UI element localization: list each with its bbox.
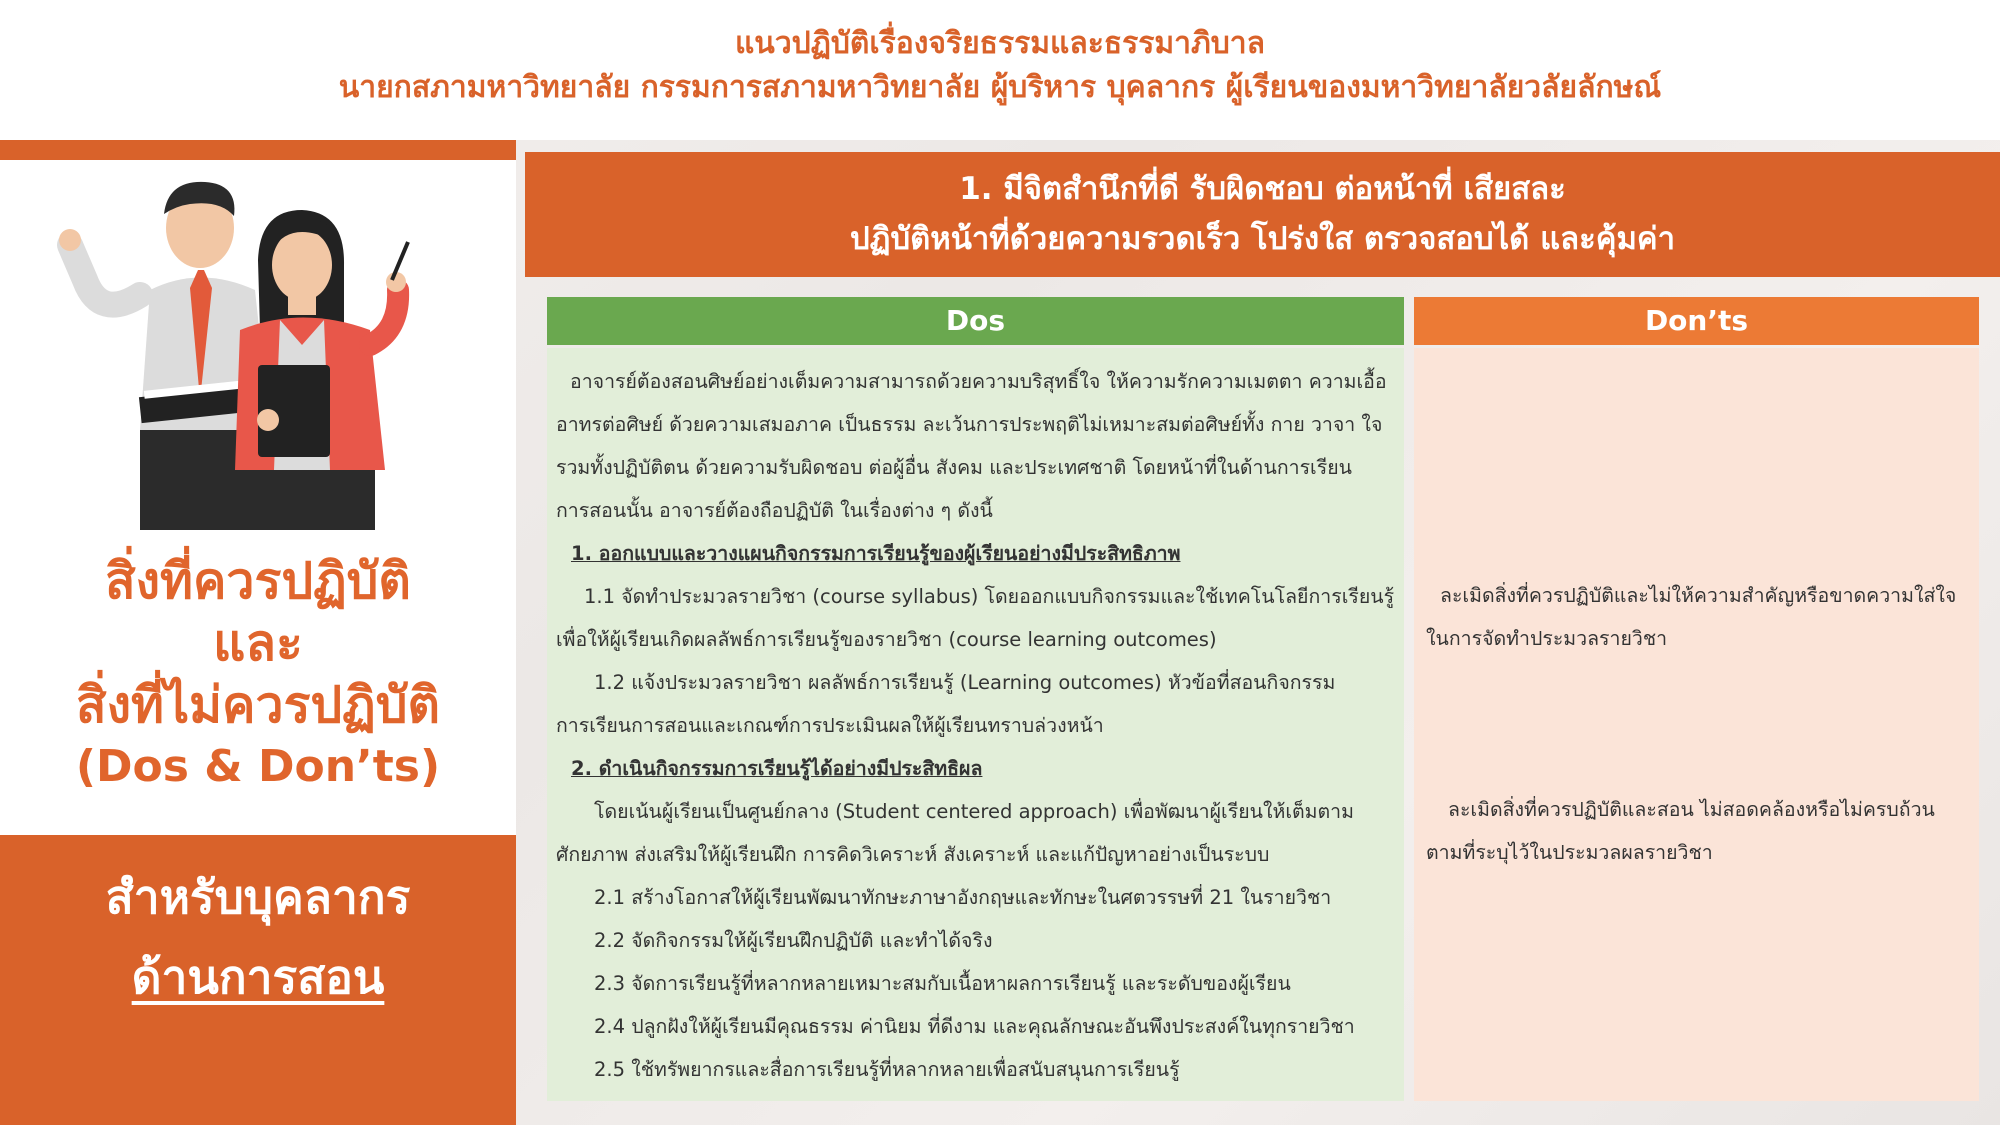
audience-line2: ด้านการสอน xyxy=(131,950,385,1004)
section-header xyxy=(525,152,2000,277)
dos-item-line: 2.5 ใช้ทรัพยากรและสื่อการเรียนรู้ที่หลากหลายเพื่อสนับสนุนการเรียนรู้ xyxy=(594,1058,1180,1081)
donts-item-2 xyxy=(1426,788,1935,874)
page-title-line1: แนวปฏิบัติเรื่องจริยธรรมและธรรมาภิบาล xyxy=(734,26,1266,61)
dos-intro-line: รวมทั้งปฏิบัติตน ด้วยความรับผิดชอบ ต่อผู้อื่น สังคม และประเทศชาติ โดยหน้าที่ในด้านการเรียน xyxy=(556,456,1352,479)
dos-item-line: ศักยภาพ ส่งเสริมให้ผู้เรียนฝึก การคิดวิเคราะห์ สังเคราะห์ และแก้ปัญหาอย่างเป็นระบบ xyxy=(556,843,1270,866)
left-panel-stripe xyxy=(0,140,516,160)
male-teacher-figure xyxy=(59,182,270,530)
dos-item-line: 2.1 สร้างโอกาสให้ผู้เรียนพัฒนาทักษะภาษาอังกฤษและทักษะในศตวรรษที่ 21 ในรายวิชา xyxy=(594,886,1332,909)
donts-content xyxy=(1414,348,1979,1101)
section-header-line1: 1. มีจิตสำนึกที่ดี รับผิดชอบ ต่อหน้าที่ เสียสละ xyxy=(959,171,1566,207)
dos-donts-heading xyxy=(0,550,516,798)
donts-item-2-line1: ละเมิดสิ่งที่ควรปฏิบัติและสอน ไม่สอดคล้องหรือไม่ครบถ้วน xyxy=(1448,798,1935,821)
donts-item-1 xyxy=(1426,574,1956,660)
donts-item-2-line2: ตามที่ระบุไว้ในประมวลผลรายวิชา xyxy=(1426,841,1713,864)
dos-item-line: 2.2 จัดกิจกรรมให้ผู้เรียนฝึกปฏิบัติ และทำได้จริง xyxy=(594,929,993,952)
dos-intro-line: อาจารย์ต้องสอนศิษย์อย่างเต็มความสามารถด้วยความบริสุทธิ์ใจ ให้ความรักความเมตตา ความเอื้อ xyxy=(570,370,1387,393)
left-panel xyxy=(0,140,516,1125)
teachers-illustration xyxy=(40,170,480,530)
heading-line3: สิ่งที่ไม่ควรปฏิบัติ xyxy=(76,676,440,734)
heading-line1: สิ่งที่ควรปฏิบัติ xyxy=(105,552,411,610)
dos-intro-line: อาทรต่อศิษย์ ด้วยความเสมอภาค เป็นธรรม ละเว้นการประพฤติไม่เหมาะสมต่อศิษย์ทั้ง กาย วาจา ใจ xyxy=(556,413,1383,436)
donts-item-1-line1: ละเมิดสิ่งที่ควรปฏิบัติและไม่ให้ความสำคัญหรือขาดความใส่ใจ xyxy=(1440,584,1957,607)
audience-line1: สำหรับบุคลากร xyxy=(105,870,411,924)
dos-section-heading-2: 2. ดำเนินกิจกรรมการเรียนรู้ได้อย่างมีประสิทธิผล xyxy=(571,757,983,780)
dos-section-heading-1: 1. ออกแบบและวางแผนกิจกรรมการเรียนรู้ของผู้เรียนอย่างมีประสิทธิภาพ xyxy=(571,542,1181,565)
dos-item-line: 1.2 แจ้งประมวลรายวิชา ผลลัพธ์การเรียนรู้ (Learning outcomes) หัวข้อที่สอนกิจกรรม xyxy=(594,671,1336,694)
page-title xyxy=(0,22,2000,110)
heading-line2: และ xyxy=(213,614,303,672)
dos-item-line: การเรียนการสอนและเกณฑ์การประเมินผลให้ผู้เรียนทราบล่วงหน้า xyxy=(556,714,1104,737)
dos-item-line: เพื่อให้ผู้เรียนเกิดผลลัพธ์การเรียนรู้ของรายวิชา (course learning outcomes) xyxy=(556,628,1217,651)
female-teacher-figure xyxy=(235,210,408,530)
donts-item-1-line2: ในการจัดทำประมวลรายวิชา xyxy=(1426,627,1668,650)
dos-item-line: 1.1 จัดทำประมวลรายวิชา (course syllabus) โดยออกแบบกิจกรรมและใช้เทคโนโลยีการเรียนรู้ xyxy=(584,585,1394,608)
dos-item-line: 2.4 ปลูกฝังให้ผู้เรียนมีคุณธรรม ค่านิยม ที่ดีงาม และคุณลักษณะอันพึงประสงค์ในทุกรายวิชา xyxy=(594,1015,1355,1038)
dos-column-header: Dos xyxy=(547,297,1404,345)
dos-item-line: 2.3 จัดการเรียนรู้ที่หลากหลายเหมาะสมกับเนื้อหาผลการเรียนรู้ และระดับของผู้เรียน xyxy=(594,972,1291,995)
section-header-line2: ปฏิบัติหน้าที่ด้วยความรวดเร็ว โปร่งใส ตรวจสอบได้ และคุ้มค่า xyxy=(849,221,1676,257)
donts-column-header: Don’ts xyxy=(1414,297,1979,345)
audience-banner xyxy=(0,835,516,1125)
dos-content xyxy=(547,348,1404,1101)
dos-item-line: โดยเน้นผู้เรียนเป็นศูนย์กลาง (Student centered approach) เพื่อพัฒนาผู้เรียนให้เต็มตาม xyxy=(594,800,1354,823)
dos-intro-line: การสอนนั้น อาจารย์ต้องถือปฏิบัติ ในเรื่องต่าง ๆ ดังนี้ xyxy=(556,499,993,522)
heading-line4: (Dos & Don’ts) xyxy=(75,741,441,792)
page-title-line2: นายกสภามหาวิทยาลัย กรรมการสภามหาวิทยาลัย ผู้บริหาร บุคลากร ผู้เรียนของมหาวิทยาลัยวลัยลักษณ์ xyxy=(338,70,1662,105)
